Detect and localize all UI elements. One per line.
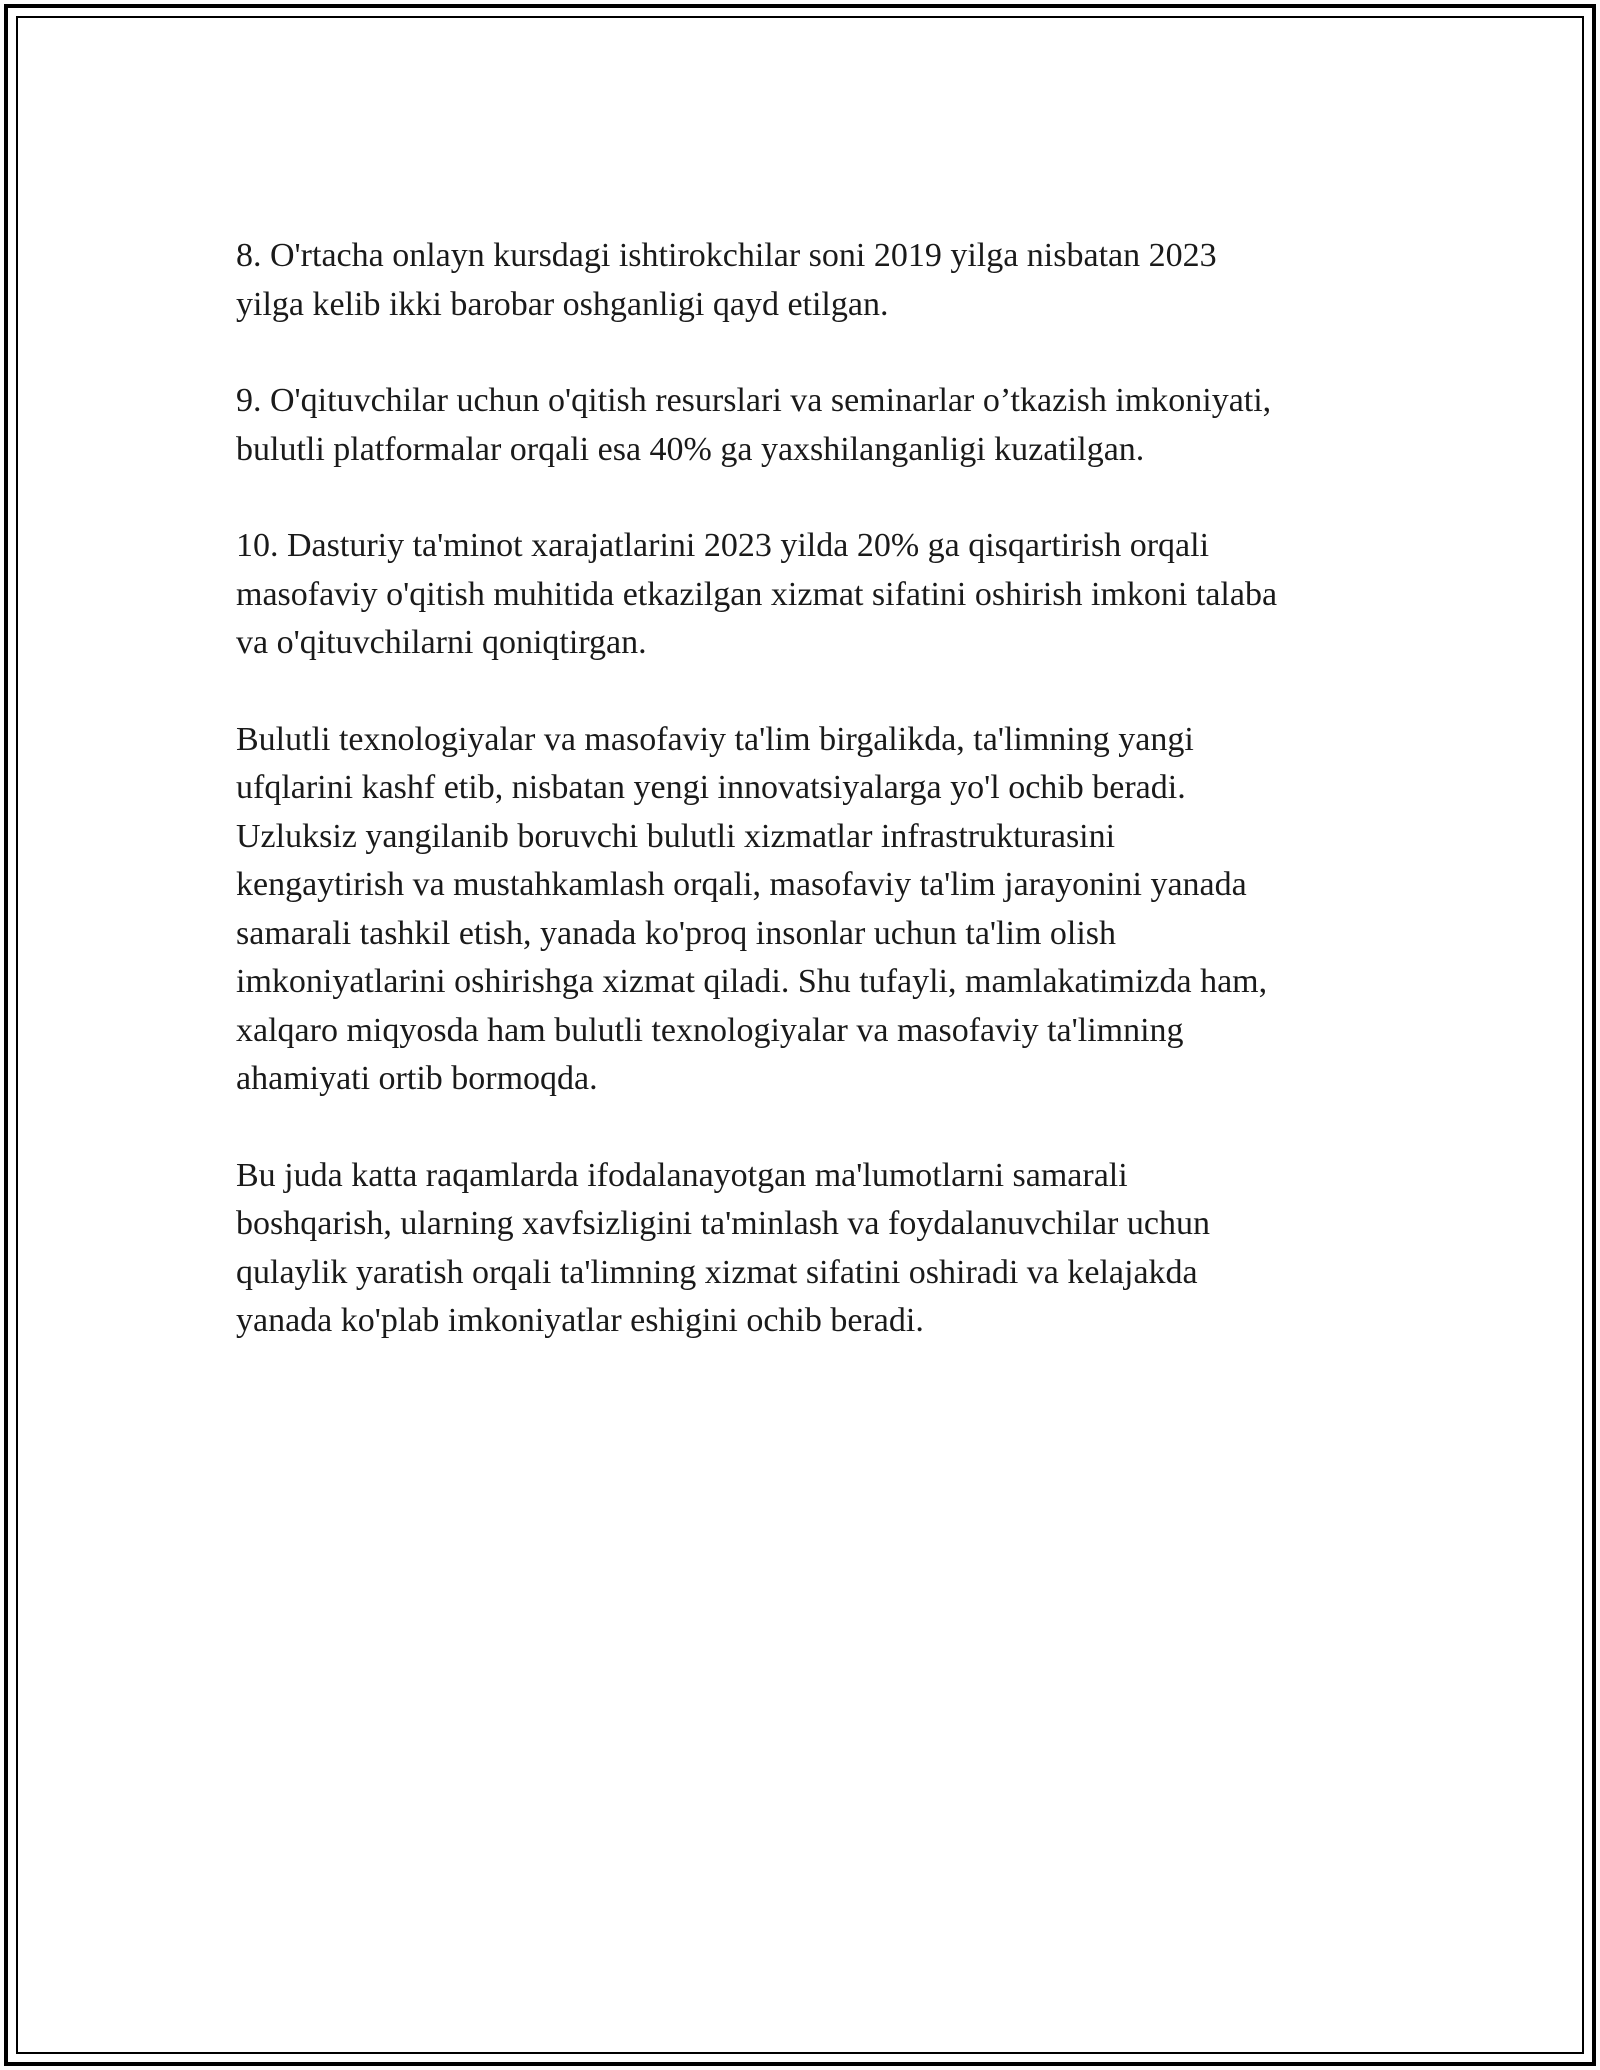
paragraph-closing: Bu juda katta raqamlarda ifodalanayotgan ma'lumotlarni samarali boshqarish, ularning xavfsizligini ta'minlash va foydalanuvchilar uchun qulaylik yaratish orqali ta'limning xizmat sifatini oshiradi va kelajakda yanada ko'plab imkoniyatlar eshigini ochib beradi. — [236, 1156, 1210, 1339]
paragraph-conclusion: Bulutli texnologiyalar va masofaviy ta'lim birgalikda, ta'limning yangi ufqlarini kashf etib, nisbatan yengi innovatsiyalarga yo'l ochib beradi. Uzluksiz yangilanib boruvchi bulutli xizmatlar infrastrukturasini kengaytirish va mustahkamlash orqali, masofaviy ta'lim jarayonini yanada samarali tashkil etish, yanada ko'proq insonlar uchun ta'lim olish imkoniyatlarini oshirishga xizmat qiladi. Shu tufayli, mamlakatimizda ham, xalqaro miqyosda ham bulutli texnologiyalar va masofaviy ta'limning ahamiyati ortib bormoqda. — [236, 720, 1268, 1097]
paragraph-item-10: 10. Dasturiy ta'minot xarajatlarini 2023 yilda 20% ga qisqartirish orqali masofaviy o'qitish muhitida etkazilgan xizmat sifatini oshirish imkoni talaba va o'qituvchilarni qoniqtirgan. — [236, 527, 1278, 661]
document-body — [236, 232, 1366, 1394]
paragraph-item-8: 8. O'rtacha onlayn kursdagi ishtirokchilar soni 2019 yilga nisbatan 2023 yilga kelib ikki barobar oshganligi qayd etilgan. — [236, 237, 1217, 323]
paragraph-item-9: 9. O'qituvchilar uchun o'qitish resurslari va seminarlar o’tkazish imkoniyati, bulutli platformalar orqali esa 40% ga yaxshilanganligi kuzatilgan. — [236, 382, 1272, 468]
